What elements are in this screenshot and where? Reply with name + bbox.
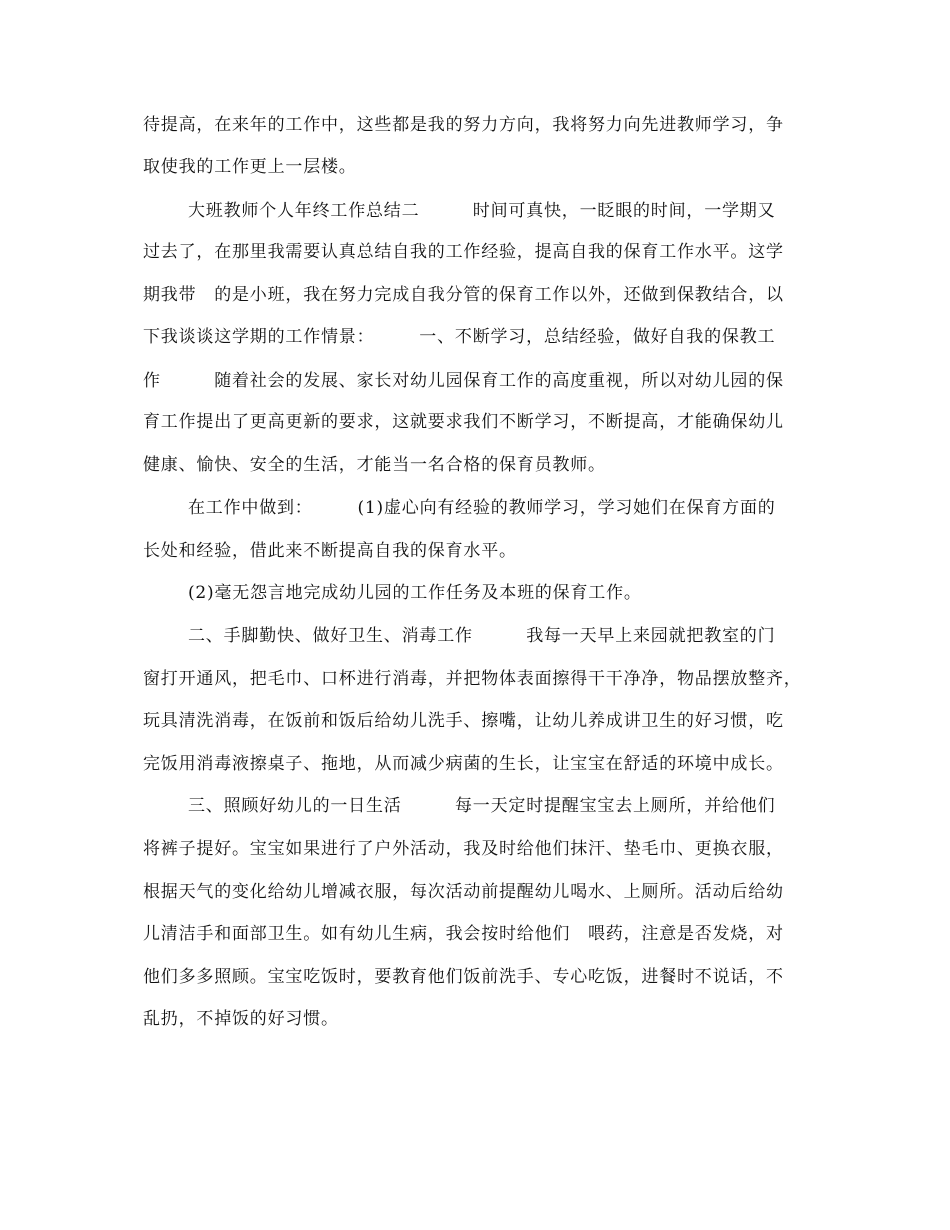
text-line: 将裤子提好。宝宝如果进行了户外活动，我及时给他们抹汗、垫毛巾、更换衣服， [143, 839, 784, 859]
text-line: 期我带 的是小班，我在努力完成自我分管的保育工作以外，还做到保教结合，以 [143, 285, 784, 305]
text-line: 取使我的工作更上一层楼。 [143, 157, 357, 177]
text-line: 乱扔，不掉饭的好习惯。 [143, 1009, 339, 1029]
text-line: 儿清洁手和面部卫生。如有幼儿生病，我会按时给他们 喂药，注意是否发烧，对 [143, 924, 784, 944]
text-line: 他们多多照顾。宝宝吃饭时，要教育他们饭前洗手、专心吃饭，进餐时不说话，不 [143, 967, 784, 987]
text-line: 健康、愉快、安全的生活，才能当一名合格的保育员教师。 [143, 455, 606, 475]
text-line: 窗打开通风，把毛巾、口杯进行消毒，并把物体表面擦得干干净净，物品摆放整齐， [143, 669, 802, 689]
text-line: 在工作中做到： (1)虚心向有经验的教师学习，学习她们在保育方面的 [188, 498, 776, 518]
text-line: 过去了，在那里我需要认真总结自我的工作经验，提高自我的保育工作水平。这学 [143, 242, 784, 262]
text-line: 待提高，在来年的工作中，这些都是我的努力方向，我将努力向先进教师学习，争 [143, 115, 784, 135]
text-line: 长处和经验，借此来不断提高自我的保育水平。 [143, 541, 517, 561]
text-line: (2)毫无怨言地完成幼儿园的工作任务及本班的保育工作。 [188, 583, 642, 603]
text-line: 玩具清洗消毒，在饭前和饭后给幼儿洗手、擦嘴，让幼儿养成讲卫生的好习惯，吃 [143, 711, 784, 731]
text-line: 二、手脚勤快、做好卫生、消毒工作 我每一天早上来园就把教室的门 [188, 626, 776, 646]
text-line: 下我谈谈这学期的工作情景： 一、不断学习，总结经验，做好自我的保教工 [143, 327, 776, 347]
text-line: 三、照顾好幼儿的一日生活 每一天定时提醒宝宝去上厕所，并给他们 [188, 796, 776, 816]
text-line: 育工作提出了更高更新的要求，这就要求我们不断学习，不断提高，才能确保幼儿 [143, 412, 784, 432]
text-line: 完饭用消毒液擦桌子、拖地，从而减少病菌的生长，让宝宝在舒适的环境中成长。 [143, 754, 784, 774]
text-line: 作 随着社会的发展、家长对幼儿园保育工作的高度重视，所以对幼儿园的保 [143, 371, 784, 391]
text-line: 根据天气的变化给幼儿增减衣服，每次活动前提醒幼儿喝水、上厕所。活动后给幼 [143, 882, 784, 902]
text-line: 大班教师个人年终工作总结二 时间可真快，一眨眼的时间，一学期又 [188, 201, 776, 221]
